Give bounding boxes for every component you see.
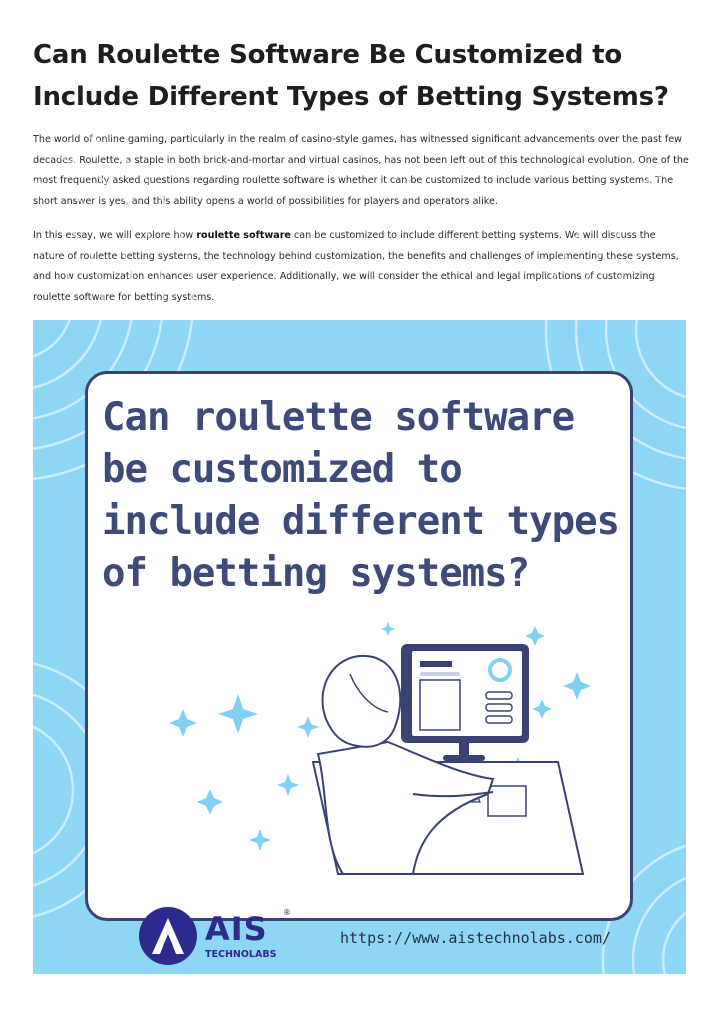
hero-image xyxy=(33,320,686,974)
logo-a-icon xyxy=(138,906,198,966)
person-at-computer-illustration xyxy=(88,374,636,924)
hero-card xyxy=(85,371,633,960)
website-url: https://www.aistechnolabs.com/ xyxy=(340,929,611,947)
essay-paragraph-text-end: can be customized to include different betting systems. We will discuss the nature of roulette betting systems, the technology behind customization, the benefits and challenges of implementing these systems, and how customization enhances user experience. Additionally, we will consider the ethical and legal implications of customizing roulette software for betting systems. xyxy=(33,230,679,303)
hero-heading: Can roulette software be customized to include different types of betting systems? xyxy=(102,395,620,596)
logo-wordmark: AIS xyxy=(205,910,268,948)
article-title: Can Roulette Software Be Customized to Include Different Types of Betting Systems? xyxy=(33,40,669,112)
logo-subtitle: TECHNOLABS xyxy=(205,949,277,960)
roulette-software-link-text: roulette software xyxy=(196,230,291,241)
ais-technolabs-logo xyxy=(138,902,338,982)
essay-paragraph xyxy=(33,226,689,308)
essay-paragraph-text-start: In this essay, we will explore how xyxy=(33,230,197,241)
intro-paragraph: The world of online gaming, particularly in the realm of casino-style games, has witnessed significant advancements over the past few decades. Roulette, a staple in both brick-and-mortar and virtual casinos, has not been left out of this technological evolution. One of the most frequently asked questions regarding roulette software is whether it can be customized to include various betting systems. The short answer is yes, and this ability opens a world of possibilities for players and operators alike. xyxy=(33,134,689,207)
logo-registered-mark: ® xyxy=(283,908,291,917)
